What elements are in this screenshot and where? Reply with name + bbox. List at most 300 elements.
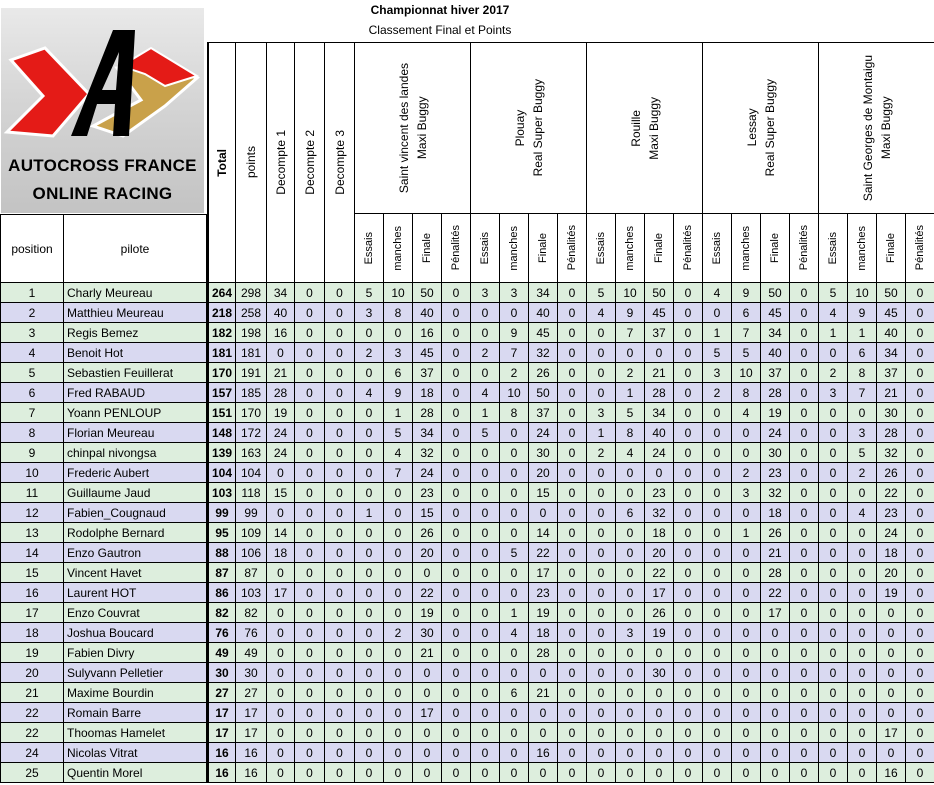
score-cell — [703, 603, 732, 623]
decompte-cell — [295, 643, 325, 663]
score-cell — [674, 523, 703, 543]
decompte-cell-text: 0 — [277, 565, 284, 580]
score-cell-text: 0 — [800, 765, 808, 780]
decompte-cell-text: 0 — [336, 405, 343, 420]
total-cell-text: 17 — [215, 725, 229, 740]
score-cell — [355, 503, 384, 523]
score-cell-text: 0 — [916, 565, 924, 580]
score-cell — [819, 623, 848, 643]
total-cell — [207, 443, 236, 463]
position-cell — [0, 543, 64, 563]
score-cell — [703, 683, 732, 703]
score-cell — [674, 643, 703, 663]
score-cell-text: 4 — [365, 385, 373, 400]
score-cell — [761, 703, 790, 723]
decompte-cell — [295, 703, 325, 723]
score-cell-text: 20 — [536, 465, 550, 480]
total-cell — [207, 363, 236, 383]
header-venue-5-text: Saint Georges de Montaigu Maxi Buggy — [860, 54, 893, 202]
score-cell-text: 0 — [568, 545, 576, 560]
position-cell-text: 25 — [25, 765, 39, 780]
decompte-cell — [325, 703, 355, 723]
score-cell — [587, 303, 616, 323]
score-cell-text: 23 — [768, 465, 782, 480]
score-cell-text: 0 — [829, 665, 837, 680]
score-cell-text: 9 — [510, 325, 518, 340]
decompte-cell — [325, 583, 355, 603]
score-cell — [558, 303, 587, 323]
score-cell — [877, 603, 906, 623]
points-cell — [236, 663, 267, 683]
score-cell — [761, 563, 790, 583]
score-cell — [645, 363, 674, 383]
score-cell-text: 0 — [626, 545, 634, 560]
decompte-cell-text: 0 — [306, 305, 313, 320]
pilote-cell — [64, 603, 207, 623]
score-cell — [616, 303, 645, 323]
decompte-cell-text: 15 — [273, 485, 288, 500]
position-cell — [0, 363, 64, 383]
score-cell — [674, 363, 703, 383]
score-cell — [558, 343, 587, 363]
autocross-france-logo — [1, 8, 204, 213]
score-cell — [529, 343, 558, 363]
score-cell — [790, 643, 819, 663]
score-cell-text: 0 — [771, 705, 779, 720]
decompte-cell-text: 0 — [306, 525, 313, 540]
position-cell-text: 3 — [28, 325, 36, 340]
score-cell — [645, 423, 674, 443]
score-cell — [674, 683, 703, 703]
position-cell — [0, 423, 64, 443]
score-cell-text: 30 — [420, 625, 434, 640]
score-cell — [703, 583, 732, 603]
score-cell-text: 0 — [394, 525, 402, 540]
score-cell — [587, 463, 616, 483]
position-cell-text: 8 — [28, 425, 36, 440]
score-cell-text: 0 — [539, 505, 547, 520]
score-cell-text: 0 — [858, 665, 866, 680]
score-cell — [848, 523, 877, 543]
score-cell-text: 4 — [597, 305, 605, 320]
score-cell-text: 30 — [536, 445, 550, 460]
total-cell-text: 76 — [215, 625, 229, 640]
score-cell — [558, 383, 587, 403]
total-cell-text: 139 — [211, 445, 233, 460]
score-cell-text: 0 — [626, 725, 634, 740]
score-cell — [645, 623, 674, 643]
score-cell-text: 4 — [481, 385, 489, 400]
score-cell-text: 28 — [768, 565, 782, 580]
score-cell — [645, 343, 674, 363]
header-venue-1-manches — [384, 214, 413, 283]
score-cell-text: 0 — [800, 585, 808, 600]
score-cell — [848, 623, 877, 643]
score-cell — [355, 743, 384, 763]
header-decompte-2-text: Decompte 2 — [302, 130, 317, 195]
pilote-cell — [64, 663, 207, 683]
pilote-cell-text: Maxime Bourdin — [67, 685, 154, 700]
position-cell-text: 15 — [25, 565, 39, 580]
score-cell-text: 8 — [742, 385, 750, 400]
score-cell-text: 0 — [597, 725, 605, 740]
score-cell-text: 10 — [739, 365, 753, 380]
score-cell — [442, 323, 471, 343]
position-cell — [0, 403, 64, 423]
score-cell — [529, 703, 558, 723]
pilote-cell-text: Fabien_Cougnaud — [67, 505, 166, 520]
score-cell-text: 0 — [858, 725, 866, 740]
score-cell — [471, 303, 500, 323]
score-cell — [819, 343, 848, 363]
score-cell — [587, 483, 616, 503]
score-cell-text: 2 — [858, 465, 866, 480]
score-cell-text: 0 — [568, 325, 576, 340]
score-cell — [471, 743, 500, 763]
decompte-cell — [325, 343, 355, 363]
pilote-cell — [64, 423, 207, 443]
score-cell — [732, 383, 761, 403]
score-cell — [645, 583, 674, 603]
total-cell-text: 264 — [211, 285, 233, 300]
position-cell — [0, 303, 64, 323]
score-cell-text: 19 — [768, 405, 782, 420]
score-cell — [500, 683, 529, 703]
score-cell — [674, 383, 703, 403]
score-cell-text: 1 — [481, 405, 489, 420]
score-cell-text: 19 — [536, 605, 550, 620]
points-cell — [236, 503, 267, 523]
score-cell-text: 0 — [742, 545, 750, 560]
score-cell-text: 26 — [884, 465, 898, 480]
score-cell — [674, 583, 703, 603]
score-cell-text: 0 — [916, 765, 924, 780]
score-cell — [877, 343, 906, 363]
score-cell — [877, 683, 906, 703]
pilote-cell — [64, 563, 207, 583]
header-decompte-1-text: Decompte 1 — [273, 130, 288, 195]
score-cell-text: 0 — [916, 425, 924, 440]
decompte-cell — [325, 443, 355, 463]
score-cell-text: 0 — [365, 685, 373, 700]
decompte-cell-text: 0 — [306, 565, 313, 580]
score-cell — [355, 763, 384, 783]
points-cell-text: 17 — [244, 725, 258, 740]
score-cell — [906, 603, 934, 623]
score-cell-text: 0 — [742, 645, 750, 660]
score-cell — [761, 583, 790, 603]
score-cell-text: 0 — [916, 745, 924, 760]
pilote-cell — [64, 483, 207, 503]
decompte-cell-text: 28 — [273, 385, 288, 400]
pilote-cell-text: Enzo Couvrat — [67, 605, 140, 620]
score-cell-text: 0 — [481, 325, 489, 340]
total-cell — [207, 603, 236, 623]
pilote-cell-text: Romain Barre — [67, 705, 142, 720]
decompte-cell-text: 0 — [277, 765, 284, 780]
score-cell-text: 28 — [420, 405, 434, 420]
score-cell — [471, 363, 500, 383]
score-cell — [761, 543, 790, 563]
score-cell — [616, 403, 645, 423]
score-cell — [703, 743, 732, 763]
score-cell — [732, 503, 761, 523]
score-cell — [790, 683, 819, 703]
score-cell — [384, 623, 413, 643]
score-cell — [558, 563, 587, 583]
position-cell — [0, 283, 64, 303]
decompte-cell — [295, 283, 325, 303]
decompte-cell-text: 0 — [336, 325, 343, 340]
header-venue-2-finale-text: Finale — [537, 233, 549, 263]
score-cell — [384, 503, 413, 523]
header-venue-2-pnalits-text: Pénalités — [566, 225, 578, 271]
score-cell-text: 3 — [858, 425, 866, 440]
score-cell-text: 0 — [597, 665, 605, 680]
pilote-cell-text: Thoomas Hamelet — [67, 725, 166, 740]
score-cell — [732, 703, 761, 723]
score-cell — [906, 563, 934, 583]
score-cell — [413, 683, 442, 703]
score-cell — [529, 423, 558, 443]
score-cell-text: 19 — [652, 625, 666, 640]
score-cell-text: 0 — [800, 305, 808, 320]
score-cell — [703, 703, 732, 723]
score-cell — [529, 643, 558, 663]
score-cell — [703, 403, 732, 423]
decompte-cell-text: 0 — [277, 465, 284, 480]
score-cell-text: 0 — [887, 665, 895, 680]
score-cell-text: 0 — [858, 645, 866, 660]
score-cell-text: 0 — [742, 745, 750, 760]
score-cell — [355, 303, 384, 323]
pilote-cell-text: Fred RABAUD — [67, 385, 146, 400]
score-cell — [471, 463, 500, 483]
score-cell-text: 0 — [423, 765, 431, 780]
score-cell — [500, 623, 529, 643]
score-cell — [355, 543, 384, 563]
score-cell-text: 0 — [684, 425, 692, 440]
score-cell — [703, 763, 732, 783]
score-cell — [587, 603, 616, 623]
points-cell-text: 103 — [240, 585, 262, 600]
score-cell — [848, 363, 877, 383]
score-cell-text: 0 — [568, 565, 576, 580]
score-cell-text: 0 — [568, 585, 576, 600]
pilote-cell — [64, 463, 207, 483]
score-cell — [500, 723, 529, 743]
decompte-cell-text: 0 — [336, 685, 343, 700]
score-cell-text: 0 — [452, 485, 460, 500]
score-cell — [384, 523, 413, 543]
score-cell-text: 50 — [652, 285, 666, 300]
score-cell-text: 0 — [684, 705, 692, 720]
score-cell-text: 0 — [916, 645, 924, 660]
score-cell — [587, 383, 616, 403]
total-cell — [207, 623, 236, 643]
score-cell-text: 0 — [510, 665, 518, 680]
score-cell-text: 0 — [742, 605, 750, 620]
score-cell — [529, 463, 558, 483]
score-cell-text: 0 — [829, 445, 837, 460]
score-cell — [384, 683, 413, 703]
score-cell — [442, 663, 471, 683]
pilote-cell-text: chinpal nivongsa — [67, 445, 157, 460]
score-cell — [790, 663, 819, 683]
score-cell — [384, 563, 413, 583]
score-cell — [674, 663, 703, 683]
score-cell-text: 7 — [742, 325, 750, 340]
score-cell — [761, 463, 790, 483]
score-cell-text: 23 — [536, 585, 550, 600]
points-cell-text: 76 — [244, 625, 258, 640]
total-cell — [207, 483, 236, 503]
score-cell-text: 32 — [536, 345, 550, 360]
score-cell-text: 1 — [597, 425, 605, 440]
score-cell-text: 0 — [800, 705, 808, 720]
score-cell — [819, 683, 848, 703]
score-cell-text: 0 — [626, 525, 634, 540]
score-cell — [384, 763, 413, 783]
score-cell — [906, 583, 934, 603]
points-cell — [236, 623, 267, 643]
decompte-cell-text: 0 — [336, 465, 343, 480]
score-cell — [732, 563, 761, 583]
score-cell-text: 0 — [800, 445, 808, 460]
score-cell-text: 0 — [568, 365, 576, 380]
score-cell-text: 3 — [394, 345, 402, 360]
decompte-cell — [325, 283, 355, 303]
score-cell — [819, 463, 848, 483]
score-cell — [645, 323, 674, 343]
decompte-cell — [295, 743, 325, 763]
score-cell-text: 0 — [684, 305, 692, 320]
score-cell-text: 0 — [394, 325, 402, 340]
pilote-cell-text: Yoann PENLOUP — [67, 405, 162, 420]
score-cell-text: 0 — [742, 505, 750, 520]
score-cell — [703, 463, 732, 483]
score-cell — [384, 643, 413, 663]
score-cell — [442, 703, 471, 723]
score-cell-text: 0 — [626, 345, 634, 360]
score-cell-text: 0 — [394, 745, 402, 760]
score-cell-text: 0 — [365, 465, 373, 480]
page-title: Championnat hiver 2017 — [370, 3, 510, 17]
score-cell — [413, 283, 442, 303]
score-cell — [355, 483, 384, 503]
decompte-cell-text: 0 — [277, 505, 284, 520]
score-cell-text: 3 — [365, 305, 373, 320]
score-cell-text: 0 — [916, 405, 924, 420]
score-cell — [819, 643, 848, 663]
total-cell-text: 103 — [211, 485, 233, 500]
score-cell-text: 0 — [887, 705, 895, 720]
score-cell — [877, 303, 906, 323]
decompte-cell-text: 0 — [306, 665, 313, 680]
score-cell-text: 0 — [800, 365, 808, 380]
score-cell-text: 0 — [655, 705, 663, 720]
score-cell — [819, 723, 848, 743]
score-cell — [616, 323, 645, 343]
score-cell — [500, 483, 529, 503]
score-cell — [877, 323, 906, 343]
score-cell — [761, 323, 790, 343]
score-cell — [413, 523, 442, 543]
position-cell — [0, 563, 64, 583]
score-cell-text: 0 — [365, 605, 373, 620]
score-cell-text: 0 — [800, 525, 808, 540]
score-cell — [471, 423, 500, 443]
score-cell — [703, 503, 732, 523]
decompte-cell-text: 0 — [336, 705, 343, 720]
score-cell — [703, 423, 732, 443]
score-cell-text: 0 — [452, 305, 460, 320]
score-cell-text: 0 — [510, 585, 518, 600]
score-cell-text: 0 — [829, 465, 837, 480]
score-cell — [558, 283, 587, 303]
score-cell — [761, 443, 790, 463]
score-cell — [906, 323, 934, 343]
score-cell — [413, 323, 442, 343]
total-cell-text: 30 — [215, 665, 229, 680]
score-cell — [355, 643, 384, 663]
score-cell-text: 0 — [887, 645, 895, 660]
score-cell — [413, 543, 442, 563]
points-cell-text: 99 — [244, 505, 258, 520]
score-cell-text: 0 — [510, 525, 518, 540]
decompte-cell — [325, 543, 355, 563]
score-cell-text: 5 — [829, 285, 837, 300]
score-cell-text: 22 — [884, 485, 898, 500]
score-cell-text: 0 — [365, 445, 373, 460]
points-cell — [236, 583, 267, 603]
pilote-cell — [64, 723, 207, 743]
decompte-cell — [295, 423, 325, 443]
header-venue-1-text: Saint vincent des landes Maxi Buggy — [396, 62, 429, 194]
pilote-cell-text: Regis Bemez — [67, 325, 139, 340]
pilote-cell-text: Guillaume Jaud — [67, 485, 151, 500]
decompte-cell — [295, 543, 325, 563]
header-venue-4-essais — [703, 214, 732, 283]
score-cell-text: 0 — [452, 425, 460, 440]
score-cell-text: 0 — [423, 565, 431, 580]
score-cell — [848, 703, 877, 723]
score-cell — [877, 583, 906, 603]
pilote-cell — [64, 503, 207, 523]
pilote-cell-text: Matthieu Meureau — [67, 305, 164, 320]
score-cell — [732, 423, 761, 443]
score-cell-text: 0 — [597, 525, 605, 540]
score-cell-text: 3 — [742, 485, 750, 500]
decompte-cell-text: 0 — [306, 345, 313, 360]
score-cell — [616, 423, 645, 443]
pilote-cell-text: Florian Meureau — [67, 425, 155, 440]
score-cell — [790, 383, 819, 403]
score-cell — [500, 343, 529, 363]
total-cell — [207, 683, 236, 703]
score-cell-text: 32 — [652, 505, 666, 520]
decompte-cell — [267, 483, 295, 503]
total-cell-text: 181 — [211, 345, 233, 360]
score-cell — [790, 503, 819, 523]
score-cell-text: 0 — [742, 565, 750, 580]
points-cell — [236, 703, 267, 723]
score-cell-text: 5 — [742, 345, 750, 360]
score-cell — [761, 523, 790, 543]
total-cell — [207, 283, 236, 303]
score-cell-text: 21 — [884, 385, 898, 400]
score-cell-text: 0 — [568, 345, 576, 360]
